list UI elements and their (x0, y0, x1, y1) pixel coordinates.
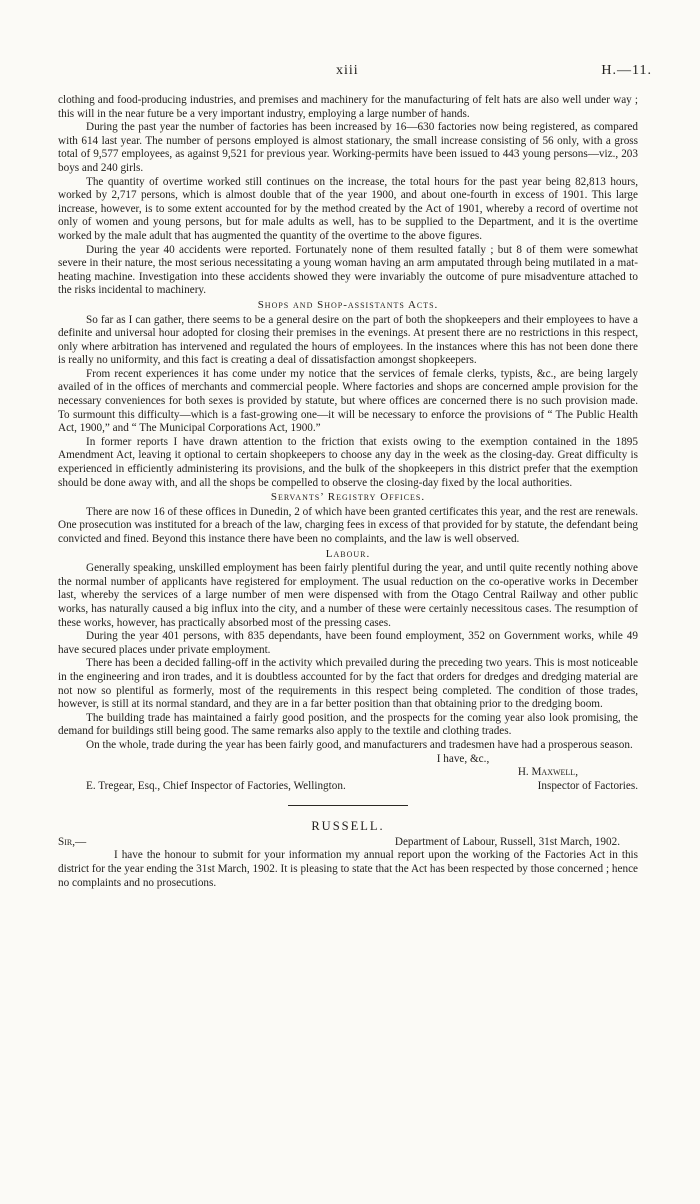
document-reference: H.—11. (601, 63, 652, 78)
paragraph-russell-report: I have the honour to submit for your information my annual report upon the working of the Factories Act in this district for the year ending the 31st March, 1902. It is pleasing to state that the Act has been respected by those concerned ; hence no complaints and no prosecutions. (58, 849, 638, 889)
paragraph-unskilled: Generally speaking, unskilled employment has been fairly plentiful during the year, and until quite recently nothing above the normal number of applicants have registered for employment. The usual reduction on the co-operative works in December last, whereby the services of a large number of men were dispensed with from the Otago Central Railway and other public works, has naturally caused a big influx into the city, and a number of these were certainly necessitous cases. The resumption of these works, however, has practically absorbed most of the pressing cases. (58, 562, 638, 629)
salutation: Sir,— (58, 835, 87, 848)
section-heading-labour: Labour. (325, 547, 371, 560)
signature-name: H. Maxwell, (517, 766, 578, 779)
addressee: E. Tregear, Esq., Chief Inspector of Factories, Wellington. (86, 779, 346, 792)
section-heading-servants: Servants’ Registry Offices. (270, 491, 426, 504)
paragraph-continuation: clothing and food-producing industries, and premises and machinery for the manufacturing of felt hats are also well under way ; this will in the near future be a very important industry, employing a large number of hands. (58, 94, 638, 120)
paragraph-accidents: During the year 40 accidents were reported. Fortunately none of them resulted fatally ; but 8 of them were somewhat severe in their nature, the most serious necessitating a young woman having an arm amputated through being mutilated in a mat-heating machine. Investigation into these accidents showed they were invariably the outcome of pure misadventure attached to the risks incidental to machinery. (58, 243, 638, 297)
paragraph-overtime: The quantity of overtime worked still continues on the increase, the total hours for the past year being 82,813 hours, worked by 2,717 persons, which is almost double that of the year 1900, and about one-fourth in excess of 1901. This large increase, however, is to some extent accounted for by the method created by the Act of 1901, whereby a record of overtime not only of women and young persons, but for male adults as well, has to be supplied to the Department, and it is the overtime worked by the male adult that has augmented the quantity of the overtime to the above figures. (58, 175, 638, 242)
signature-closing-row (58, 753, 638, 767)
page-number: xiii (336, 63, 359, 78)
paragraph-falling-off: There has been a decided falling-off in the activity which prevailed during the preceding two years. This is most noticeable in the engineering and iron trades, and it is doubtless accounted for by the fact that orders for dredges and dredging material are not now so plentiful as formerly, most of the requirements in this respect being completed. The condition of those trades, however, is still at its normal standard, and they are in a far better position than that obtaining prior to the dredging boom. (58, 657, 638, 711)
department-dateline: Department of Labour, Russell, 31st March, 1902. (394, 835, 620, 848)
paragraph-closing-hours: So far as I can gather, there seems to be a general desire on the part of both the shopkeepers and their employees to have a definite and universal hour adopted for closing their premises in the evenings. At present there are no restrictions in this respect, only where arbitration has intervened and regulated the hours of employees. In the instances where this has not been done there is really no uniformity, and this fact is creating a deal of dissatisfaction amongst shopkeepers. (58, 313, 638, 367)
paragraph-exemption: In former reports I have drawn attention to the friction that exists owing to the exemption contained in the 1895 Amendment Act, leaving it optional to certain shopkeepers to choose any day in the week as the closing-day. Great difficulty is experienced in efficiently administering its provisions, and the bulk of the shopkeepers in this district prefer that the exemption should be done away with, and all the shops be compelled to observe the closing-day fixed by the local authorities. (58, 435, 638, 489)
district-heading: RUSSELL. (311, 819, 385, 834)
paragraph-building-trade: The building trade has maintained a fairly good position, and the prospects for the coming year also look promising, the demand for buildings still being good. The same remarks also apply to the textile and clothing trades. (58, 711, 638, 738)
section-divider (288, 805, 408, 806)
paragraph-registry-offices: There are now 16 of these offices in Dunedin, 2 of which have been granted certificates this year, and the rest are renewals. One prosecution was instituted for a breach of the law, charging fees in excess of that provided for by statute, the defendant being convicted and fined. Beyond this instance there have been no complaints, and the law is well observed. (58, 505, 639, 545)
salutation-row (58, 836, 638, 850)
section-heading-shops: Shops and Shop-assistants Acts. (257, 298, 439, 311)
addressee-row (58, 780, 638, 794)
paragraph-female-clerks: From recent experiences it has come under my notice that the services of female clerks, typists, &c., are being largely availed of in the offices of merchants and commercial people. Where factories and shops are concerned ample provision for the necessary conveniences for both sexes is provided by statute, but where offices are concerned there is no such provision made. To surmount this difficulty—which is a fast-growing one—it will be necessary to enforce the provisions of “ The Public Health Act, 1900,” and “ The Municipal Corporations Act, 1900.” (58, 367, 638, 435)
signatory-title: Inspector of Factories. (537, 779, 638, 792)
signature-closing: I have, &c., (436, 752, 490, 765)
report-body (58, 94, 638, 890)
paragraph-employment-found: During the year 401 persons, with 835 dependants, have been found employment, 352 on Government works, while 49 have secured places under private employment. (58, 630, 638, 656)
paragraph-factories: During the past year the number of factories has been increased by 16—630 factories now being registered, as compared with 614 last year. The number of persons employed is almost stationary, the small increase consisting of 56 only, with a gross total of 9,577 employees, as against 9,521 for previous year. Working-permits have been issued to 443 young persons—viz., 203 boys and 240 girls. (58, 121, 638, 174)
paragraph-whole-trade: On the whole, trade during the year has been fairly good, and manufacturers and tradesmen have had a prosperous season. (86, 738, 633, 751)
